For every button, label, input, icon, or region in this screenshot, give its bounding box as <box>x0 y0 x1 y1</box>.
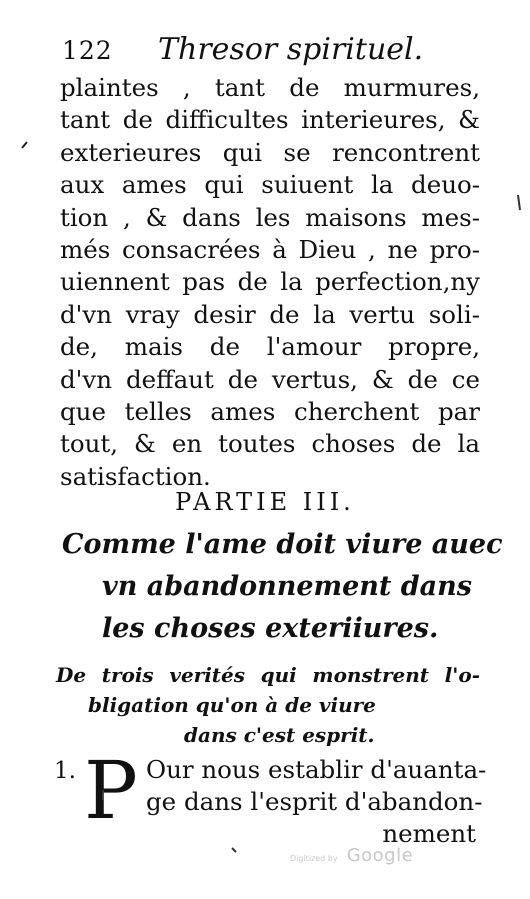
subheading-line: De trois verités qui monstrent l'o- <box>56 663 480 687</box>
text-line: uiennent pas de la perfection,ny <box>60 267 480 297</box>
paragraph-number: 1. <box>54 758 76 784</box>
text-line: tion , & dans les maisons mes- <box>60 202 480 232</box>
subheading-line: dans c'est esprit. <box>184 723 375 747</box>
chapter-title-line: les choses exteriiures. <box>102 613 439 644</box>
ink-speck <box>22 142 27 148</box>
text-line: aux ames qui suiuent la deuo- <box>60 170 480 200</box>
text-line: d'vn deffaut de vertus, & de ce <box>60 364 480 394</box>
drop-cap: P <box>84 744 138 837</box>
text-line: d'vn vray desir de la vertu soli- <box>60 299 480 329</box>
google-logo: Google <box>346 845 414 866</box>
subheading-line: bligation qu'on à de viure <box>88 693 376 717</box>
text-line: més consacrées à Dieu , ne pro- <box>60 234 480 264</box>
text-line: tout, & en toutes choses de la <box>60 429 480 459</box>
ink-speck <box>518 195 520 210</box>
text-line: satisfaction. <box>60 461 211 491</box>
text-line: Our nous establir d'auanta- <box>146 755 487 784</box>
ink-speck <box>232 848 236 852</box>
text-line: que telles ames cherchent par <box>60 396 480 426</box>
running-title: Thresor spirituel. <box>158 32 424 67</box>
catchword: nement <box>382 819 476 848</box>
text-line: ge dans l'esprit d'abandon- <box>146 787 483 816</box>
text-line: de, mais de l'amour propre, <box>60 332 480 362</box>
page-number: 122 <box>62 36 113 65</box>
chapter-title-line: vn abandonnement dans <box>102 571 472 602</box>
text-line: plaintes , tant de murmures, <box>60 73 480 102</box>
watermark-caption: Digitized by <box>290 854 338 863</box>
section-heading: PARTIE III. <box>175 488 355 516</box>
text-line: tant de difficultes interieures, & <box>60 105 480 135</box>
chapter-title-line: Comme l'ame doit viure auec <box>62 529 503 560</box>
text-line: exterieures qui se rencontrent <box>60 137 480 167</box>
